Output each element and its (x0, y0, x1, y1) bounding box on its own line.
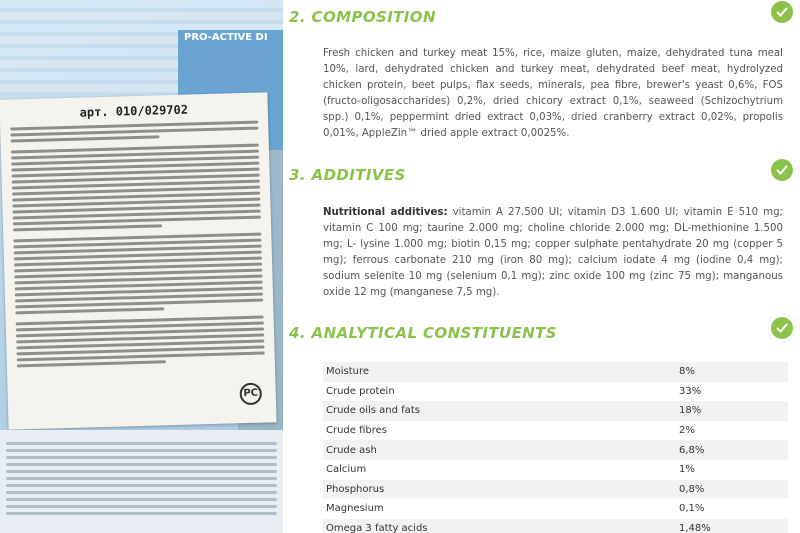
additives-label: Nutritional additives: (323, 207, 448, 218)
constituent-name: Crude oils and fats (323, 401, 676, 421)
constituent-value: 0,8% (676, 480, 788, 500)
constituent-value: 2% (679, 425, 695, 437)
package-panel-title: PRO-ACTIVE DI (184, 32, 268, 43)
constituent-value: 6,8% (676, 440, 788, 460)
check-icon[interactable] (771, 159, 793, 181)
composition-text: Fresh chicken and turkey meat 15%, rice, maize gluten, maize, dehydrated tuna meal 10%, lard, dehydrated chicken and turkey meat, dehydrated beef meat, hydrolyzed chicken protein, beet pulps, flax seeds, minerals, pea fibre, brewer's yeast 0,6%, FOS (fructo-oligosaccharides) 0,2%, dried chicory extract 0,1%, seaweed (Schizochytrium spp.) 0,1%, peppermint dried extract 0,03%, dried cranberry extract 0,02%, propolis 0,01%, AppleZin™ dried apple extract 0,0025%. (323, 48, 783, 139)
constituent-value: 0,1% (679, 503, 705, 515)
product-package-photo (0, 0, 283, 533)
table-row (323, 401, 788, 421)
check-icon[interactable] (771, 1, 793, 23)
constituent-name: Phosphorus (323, 480, 676, 500)
constituent-value: 1% (679, 464, 695, 476)
constituent-value: 8% (676, 362, 788, 382)
constituent-value: 18% (676, 401, 788, 421)
constituent-name: Omega 3 fatty acids (323, 519, 676, 533)
table-row (323, 440, 788, 460)
constituent-name: Magnesium (326, 503, 384, 515)
section-title-additives: 3. ADDITIVES (289, 166, 406, 184)
constituent-name: Crude protein (326, 385, 395, 397)
constituent-value: 1,48% (676, 519, 788, 533)
section-title-composition: 2. COMPOSITION (289, 8, 436, 26)
constituent-name: Calcium (326, 464, 367, 476)
package-bottom-text (0, 430, 283, 533)
article-number: арт. 010/029702 (79, 102, 189, 120)
additives-values: vitamin A 27.500 UI; vitamin D3 1.600 UI; vitamin E 510 mg; vitamin C 100 mg; taurine 2.000 mg; choline chloride 2.000 mg; DL-methionine 1.500 mg; L- lysine 1.000 mg; biotin 0,15 mg; copper sulphate pentahydrate 20 mg (copper 5 mg); ferrous carbonate 210 mg (iron 80 mg); calcium iodate 4 mg (iodine 0,4 mg); sodium selenite 10 mg (selenium 0,1 mg); zinc oxide 100 mg (zinc 75 mg); manganous oxide 12 mg (manganese 7,5 mg). (323, 207, 783, 298)
table-row (323, 460, 788, 480)
table-row (323, 499, 788, 519)
additives-text (323, 205, 783, 301)
section-title-analytical-constituents: 4. ANALYTICAL CONSTITUENTS (289, 324, 557, 342)
russian-label-sticker (0, 92, 277, 429)
constituent-value: 33% (679, 385, 702, 397)
check-icon[interactable] (771, 317, 793, 339)
table-row (323, 362, 788, 382)
product-details-panel (283, 0, 800, 533)
constituent-name: Crude fibres (326, 425, 388, 437)
table-row (323, 480, 788, 500)
table-row (323, 519, 788, 533)
constituent-name: Moisture (323, 362, 676, 382)
table-row (323, 382, 788, 402)
analytical-constituents-table (323, 362, 788, 533)
certification-mark-icon: РС (239, 383, 262, 406)
constituent-name: Crude ash (323, 440, 676, 460)
table-row (323, 421, 788, 441)
